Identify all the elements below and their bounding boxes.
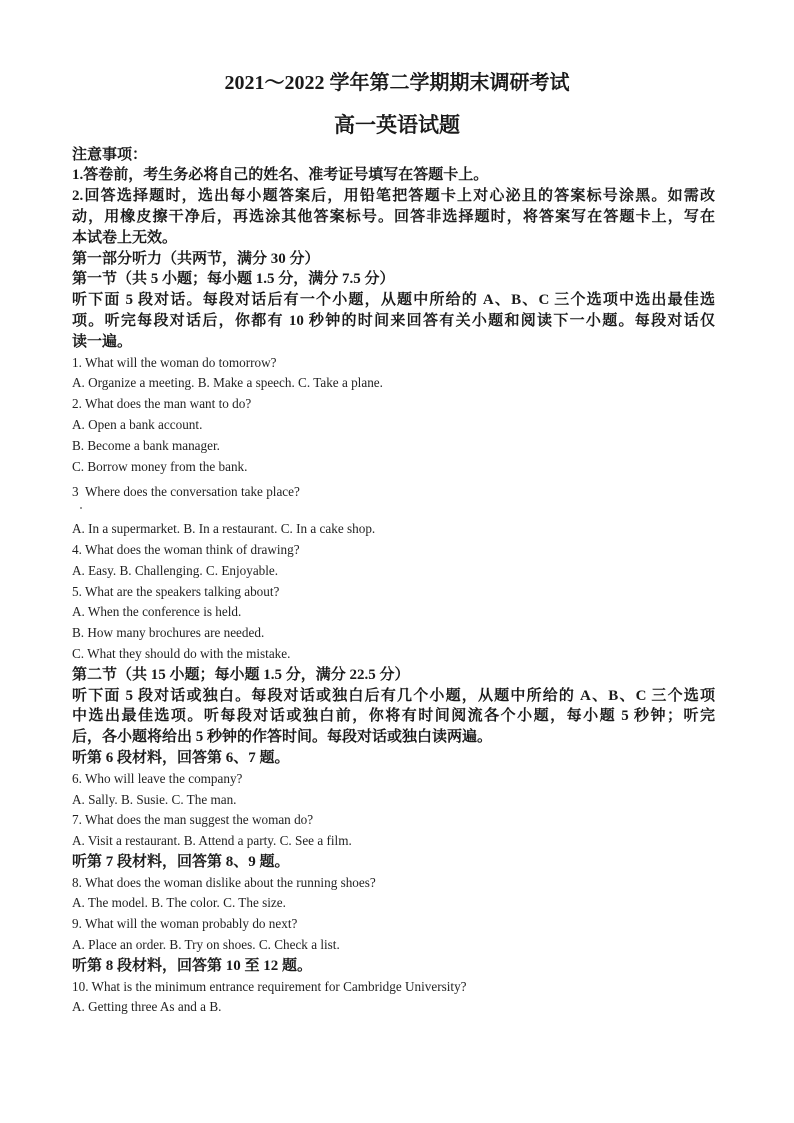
question-stem: 6. Who will leave the company? [72,770,243,786]
answer-options-line: A. In a supermarket. B. In a restaurant. C. In a cake shop. [72,521,376,537]
directions-line: 读一遍。 [72,333,133,350]
question-stem: 4. What does the woman think of drawing? [72,541,300,557]
notes-heading: 注意事项： [72,146,148,163]
question-stem: 1. What will the woman do tomorrow? [72,354,277,370]
section-heading: 第一节（共 5 小题；每小题 1.5 分，满分 7.5 分） [72,271,395,288]
section-heading: 第二节（共 15 小题；每小题 1.5 分，满分 22.5 分） [72,666,410,683]
note-line: 动，用橡皮擦干净后，再选涂其他答案标号。回答非选择题时，将答案写在答题卡上，写在 [72,208,715,225]
exam-body [72,145,715,1019]
directions-paragraph [72,290,715,352]
exam-subtitle: 高一英语试题 [334,113,460,137]
question-stem: 5. What are the speakers talking about? [72,583,280,599]
material-heading: 听第 8 段材料，回答第 10 至 12 题。 [72,957,313,974]
directions-line: 听下面 5 段对话。每段对话后有一个小题，从题中所给的 A、B、C 三个选项中选出最佳选 [72,292,715,309]
material-heading: 听第 6 段材料，回答第 6、7 题。 [72,749,290,766]
question-stem: 10. What is the minimum entrance requirement for Cambridge University? [72,978,467,994]
note-line: 2.回答选择题时，选出每小题答案后，用铅笔把答题卡上对心泌且的答案标号涂黑。如需改 [72,188,715,205]
answer-options-line: A. Organize a meeting. B. Make a speech. C. Take a plane. [72,375,383,391]
question-stem: 9. What will the woman probably do next? [72,916,298,932]
answer-option: C. What they should do with the mistake. [72,645,291,661]
answer-options-line: A. Getting three As and a B. [72,999,222,1015]
exam-title: 2021～2022 学年第二学期期末调研考试 [224,72,570,94]
material-heading: 听第 7 段材料，回答第 8、9 题。 [72,853,290,870]
answer-options-line: A. Visit a restaurant. B. Attend a party. C. See a film. [72,833,352,849]
answer-option: A. Open a bank account. [72,416,203,432]
question-stem: 8. What does the woman dislike about the running shoes? [72,874,376,890]
note-paragraph [72,186,715,248]
answer-options-line: A. The model. B. The color. C. The size. [72,895,286,911]
answer-options-line: A. Sally. B. Susie. C. The man. [72,791,237,807]
question-stem: 2. What does the man want to do? [72,396,252,412]
part-heading: 第一部分听力（共两节，满分 30 分） [72,250,320,267]
directions-line: 后，各小题将给出 5 秒钟的作答时间。每段对话或独白读两遍。 [72,729,493,746]
answer-option: C. Borrow money from the bank. [72,458,248,474]
directions-line: 项。听完每段对话后，你都有 10 秒钟的时间来回答有关小题和阅读下一小题。每段对话仅 [72,312,715,329]
answer-options-line: A. Easy. B. Challenging. C. Enjoyable. [72,562,279,578]
answer-option: B. Become a bank manager. [72,437,220,453]
directions-paragraph [72,686,715,748]
answer-option: B. How many brochures are needed. [72,625,265,641]
question-stem: 7. What does the man suggest the woman do? [72,812,314,828]
note-line: 1.答卷前，考生务必将自己的姓名、准考证号填写在答题卡上。 [72,167,489,184]
directions-line: 听下面 5 段对话或独白。每段对话或独白后有几个小题，从题中所给的 A、B、C 三个选项 [72,687,715,704]
directions-line: 中选出最佳选项。听每段对话或独白前，你将有时间阅流各个小题，每小题 5 秒钟；听完 [72,708,715,725]
note-line: 本试卷上无效。 [72,229,178,246]
answer-options-line: A. Place an order. B. Try on shoes. C. Check a list. [72,937,340,953]
note-paragraph [72,165,715,186]
question-stem: 3 Where does the conversation take place? [72,482,715,503]
answer-option: A. When the conference is held. [72,604,242,620]
